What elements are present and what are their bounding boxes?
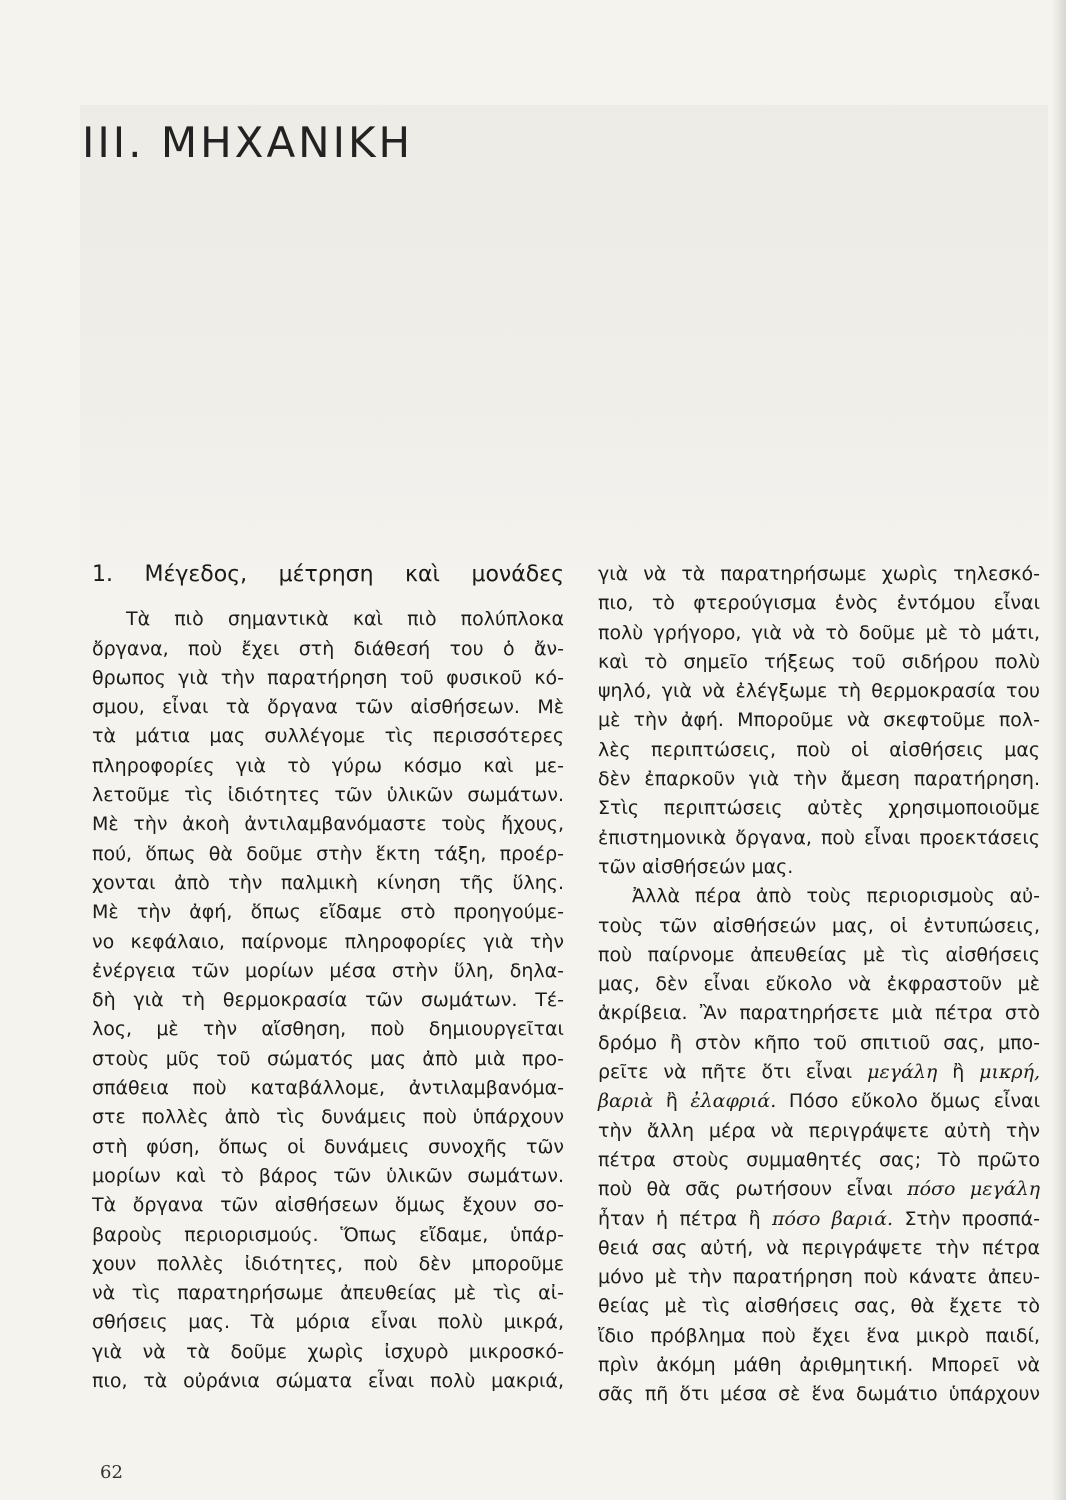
- text-line: σμου, εἶναι τὰ ὄργανα τῶν αἰσθήσεων. Μὲ: [92, 696, 564, 719]
- text-line: τῶν αἰσθήσεών μας.: [598, 855, 794, 878]
- right-column: [598, 560, 1040, 1410]
- text-line: στε πολλὲς ἀπὸ τὶς δυνάμεις ποὺ ὑπάρχουν: [92, 1106, 564, 1129]
- text-line: χονται ἀπὸ τὴν παλμικὴ κίνηση τῆς ὕλης.: [92, 871, 564, 894]
- text-line: τὰ μάτια μας συλλέγομε τὶς περισσότερες: [92, 725, 564, 748]
- text-line: Τὰ ὄργανα τῶν αἰσθήσεων ὅμως ἔχουν σο-: [92, 1194, 564, 1217]
- text-line: ποὺ θὰ σᾶς ρωτήσουν εἶναι πόσο μεγάλη: [598, 1178, 1040, 1201]
- bleed-through-area: [80, 105, 1048, 585]
- left-paragraph: [92, 605, 564, 1396]
- text-line: γιὰ νὰ τὰ παρατηρήσωμε χωρὶς τηλεσκό-: [598, 563, 1040, 585]
- text-line: νὰ τὶς παρατηρήσωμε ἀπευθείας μὲ τὶς αἰ-: [92, 1282, 564, 1305]
- text-line: Μὲ τὴν ἀκοὴ ἀντιλαμβανόμαστε τοὺς ἤχους,: [92, 813, 564, 836]
- text-line: Στὶς περιπτώσεις αὐτὲς χρησιμοποιοῦμε: [598, 797, 1040, 820]
- text-line: πρὶν ἀκόμη μάθη ἀριθμητική. Μπορεῖ νὰ: [598, 1354, 1040, 1377]
- text-line: τὴν ἄλλη μέρα νὰ περιγράψετε αὐτὴ τὴν: [598, 1119, 1040, 1142]
- text-line: μὲ τὴν ἀφή. Μποροῦμε νὰ σκεφτοῦμε πολ-: [598, 709, 1040, 732]
- text-line: βαροὺς περιορισμούς. Ὅπως εἴδαμε, ὑπάρ-: [92, 1223, 564, 1246]
- text-line: μόνο μὲ τὴν παρατήρηση ποὺ κάνατε ἀπευ-: [598, 1266, 1040, 1289]
- text-line: σᾶς πῆ ὅτι μέσα σὲ ἕνα δωμάτιο ὑπάρχουν: [598, 1383, 1040, 1406]
- text-line: καὶ τὸ σημεῖο τήξεως τοῦ σιδήρου πολὺ: [598, 650, 1040, 673]
- text-line: πιο, τὸ φτερούγισμα ἑνὸς ἐντόμου εἶναι: [598, 592, 1040, 615]
- text-line: Τὰ πιὸ σημαντικὰ καὶ πιὸ πολύπλοκα: [126, 608, 564, 631]
- text-line: δρόμο ἢ στὸν κῆπο τοῦ σπιτιοῦ σας, μπο-: [598, 1031, 1040, 1054]
- text-line: λος, μὲ τὴν αἴσθηση, ποὺ δημιουργεῖται: [92, 1018, 564, 1041]
- right-paragraph-1: [598, 560, 1040, 882]
- text-line: Μὲ τὴν ἀφή, ὅπως εἴδαμε στὸ προηγούμε-: [92, 901, 564, 924]
- text-line: δὴ γιὰ τὴ θερμοκρασία τῶν σωμάτων. Τέ-: [92, 989, 564, 1012]
- right-paragraph-2: [598, 882, 1040, 1058]
- text-line: λετοῦμε τὶς ἰδιότητες τῶν ὑλικῶν σωμάτων.: [92, 784, 564, 807]
- left-column: [92, 560, 564, 1396]
- text-line: ἀκρίβεια. Ἂν παρατηρήσετε μιὰ πέτρα στὸ: [598, 1002, 1040, 1025]
- page-number: 62: [100, 1462, 123, 1483]
- text-line: δὲν ἐπαρκοῦν γιὰ τὴν ἄμεση παρατήρηση.: [598, 768, 1040, 791]
- section-title: 1. Μέγεδος, μέτρηση καὶ μονάδες: [92, 562, 564, 587]
- text-line: ὄργανα, ποὺ ἔχει στὴ διάθεσή του ὁ ἄν-: [92, 637, 564, 660]
- text-line: Ἀλλὰ πέρα ἀπὸ τοὺς περιορισμοὺς αὐ-: [632, 885, 1040, 908]
- text-line: ποὺ παίρνομε ἀπευθείας μὲ τὶς αἰσθήσεις: [598, 943, 1040, 966]
- text-line: στὴ φύση, ὅπως οἱ δυνάμεις συνοχῆς τῶν: [92, 1135, 564, 1158]
- page-edge-shadow: [1052, 0, 1066, 1500]
- text-line: σθήσεις μας. Τὰ μόρια εἶναι πολὺ μικρά,: [92, 1311, 564, 1334]
- text-line: θρωπος γιὰ τὴν παρατήρηση τοῦ φυσικοῦ κό-: [92, 666, 564, 689]
- text-line: λὲς περιπτώσεις, ποὺ οἱ αἰσθήσεις μας: [598, 738, 1040, 761]
- text-line: πληροφορίες γιὰ τὸ γύρω κόσμο καὶ με-: [92, 754, 564, 777]
- text-line: ρεῖτε νὰ πῆτε ὅτι εἶναι μεγάλη ἢ μικρή,: [598, 1061, 1041, 1084]
- text-line: νο κεφάλαιο, παίρνομε πληροφορίες γιὰ τὴν: [92, 930, 564, 953]
- chapter-title: III. ΜΗΧΑΝΙΚΗ: [82, 118, 414, 167]
- text-line: πέτρα στοὺς συμμαθητές σας; Τὸ πρῶτο: [598, 1148, 1040, 1171]
- text-line: πιο, τὰ οὐράνια σώματα εἶναι πολὺ μακριά,: [92, 1370, 564, 1393]
- text-line: γιὰ νὰ τὰ δοῦμε χωρὶς ἰσχυρὸ μικροσκό-: [92, 1340, 564, 1363]
- text-line: ἐνέργεια τῶν μορίων μέσα στὴν ὕλη, δηλα-: [92, 959, 564, 982]
- right-paragraph-3: [598, 1234, 1040, 1410]
- text-line: πού, ὅπως θὰ δοῦμε στὴν ἕκτη τάξη, προέρ-: [92, 842, 564, 865]
- text-line: μορίων καὶ τὸ βάρος τῶν ὑλικῶν σωμάτων.: [92, 1164, 564, 1187]
- text-line: ἴδιο πρόβλημα ποὺ ἔχει ἕνα μικρὸ παιδί,: [598, 1324, 1040, 1347]
- text-line: βαριὰ ἢ ἐλαφριά. Πόσο εὔκολο ὅμως εἶναι: [598, 1090, 1041, 1113]
- text-line: μας, δὲν εἶναι εὔκολο νὰ ἐκφραστοῦν μὲ: [598, 973, 1040, 996]
- text-line: ἐπιστημονικὰ ὄργανα, ποὺ εἶναι προεκτάσεις: [598, 826, 1040, 849]
- right-paragraph-2-continued: [598, 1058, 1040, 1234]
- text-line: ἦταν ἡ πέτρα ἢ πόσο βαριά. Στὴν προσπά-: [598, 1207, 1040, 1230]
- text-line: χουν πολλὲς ἰδιότητες, ποὺ δὲν μποροῦμε: [92, 1252, 564, 1275]
- text-line: σπάθεια ποὺ καταβάλλομε, ἀντιλαμβανόμα-: [92, 1077, 564, 1100]
- text-line: ψηλό, γιὰ νὰ ἐλέγξωμε τὴ θερμοκρασία του: [598, 680, 1040, 703]
- text-line: τοὺς τῶν αἰσθήσεών μας, οἱ ἐντυπώσεις,: [598, 914, 1040, 937]
- text-line: στοὺς μῦς τοῦ σώματός μας ἀπὸ μιὰ προ-: [92, 1047, 564, 1070]
- text-line: θείας μὲ τὶς αἰσθήσεις σας, θὰ ἔχετε τὸ: [598, 1295, 1040, 1318]
- text-line: πολὺ γρήγορο, γιὰ νὰ τὸ δοῦμε μὲ τὸ μάτι,: [598, 621, 1040, 644]
- text-line: θειά σας αὐτή, νὰ περιγράψετε τὴν πέτρα: [598, 1236, 1040, 1259]
